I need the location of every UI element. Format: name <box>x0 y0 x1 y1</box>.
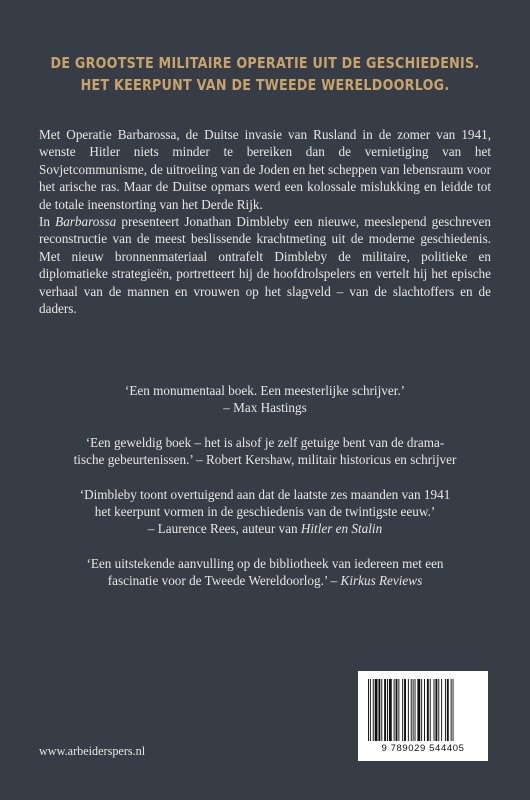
barcode-bar <box>381 679 382 741</box>
quote-line: ‘Dimbleby toont overtuigend aan dat de laatste zes maanden van 1941 <box>79 486 451 502</box>
isbn-number: 9 789029 544405 <box>381 743 465 754</box>
barcode-bar <box>413 679 414 741</box>
blurb-paragraph-2-prefix: In <box>39 214 56 230</box>
barcode-bar <box>417 679 420 741</box>
barcode-bar <box>384 679 386 741</box>
barcode-bar <box>453 679 454 741</box>
barcode-bar <box>435 679 437 741</box>
barcode-bar <box>368 679 369 741</box>
barcode-bar <box>396 679 398 741</box>
barcode-bar <box>441 679 442 741</box>
barcode-bar <box>408 679 409 741</box>
barcode-bar <box>387 679 388 741</box>
headline-line-1: DE GROOTSTE MILITAIRE OPERATIE UIT DE GESCHIEDENIS. <box>50 54 480 72</box>
barcode-bar <box>373 679 374 741</box>
barcode-bar <box>434 679 435 741</box>
quote-attribution-prefix: – Laurence Rees, auteur van <box>147 521 301 537</box>
review-quotes <box>39 382 491 607</box>
barcode-bar <box>421 679 422 741</box>
barcode-bar <box>445 679 446 741</box>
quote-line: het keerpunt vormen in de geschiedenis van de twintigste eeuw.’ <box>94 504 436 520</box>
barcode-bar <box>394 679 395 741</box>
quote-attribution: – Max Hastings <box>223 400 307 416</box>
barcode-bar <box>438 679 439 741</box>
barcode-bar <box>451 679 452 741</box>
barcode-bar <box>424 679 425 741</box>
barcode-icon <box>368 679 478 741</box>
quote-attribution-title: Hitler en Stalin <box>300 521 383 537</box>
barcode-bar <box>389 679 392 741</box>
quote-line: ‘Een monumentaal boek. Een meesterlijke schrijver.’ <box>124 383 406 398</box>
review-quote-4 <box>39 555 491 590</box>
barcode-bar <box>402 679 403 741</box>
review-quote-1 <box>39 382 491 417</box>
review-quote-2 <box>39 434 491 469</box>
blurb-paragraph-1: Met Operatie Barbarossa, de Duitse invasie van Rusland in de zomer van 1941, wenste Hitler niets minder te bereiken dan de vernietiging van het Sovjetcommunisme, de uitroeiing van de Joden en het scheppen van lebensraum voor het arische ras. Maar de Duitse opmars werd een kolossale mislukking en leidde tot de totale ineenstorting van het Derde Rijk. <box>39 127 491 212</box>
barcode-bar <box>378 679 380 741</box>
barcode-bar <box>398 679 399 741</box>
barcode-bar <box>404 679 406 741</box>
barcode-bar <box>430 679 431 741</box>
barcode-bar <box>370 679 371 741</box>
blurb-paragraph-2-rest: presenteert Jonathan Dimbleby een nieuwe, meeslepend geschreven reconstructie van de meest beslissende krachtmeting uit de moderne geschiedenis. Met nieuw bronnenmateriaal ontrafelt Dimbleby de militaire, politieke en diplomatieke strategieën, portretteert hij de hoofdrolspelers en vertelt hij het epische verhaal van de mannen en vrouwen op het slagveld – van de slachtoffers en de daders. <box>39 214 491 317</box>
review-quote-3 <box>39 486 491 538</box>
quote-source-title: Kirkus Reviews <box>340 573 423 589</box>
isbn-barcode <box>358 671 488 761</box>
blurb-paragraph-2 <box>39 213 491 317</box>
blurb <box>39 126 491 317</box>
headline <box>48 52 483 96</box>
headline-line-2: HET KEERPUNT VAN DE TWEEDE WERELDOORLOG. <box>80 76 450 94</box>
quote-line-prefix: fascinatie voor de Tweede Wereldoorlog.’ – <box>107 573 341 589</box>
barcode-bar <box>411 679 412 741</box>
barcode-bar <box>447 679 449 741</box>
quote-line: ‘Een geweldig boek – het is alsof je zelf getuige bent van de drama- <box>85 434 445 450</box>
quote-line: tische gebeurtenissen.’ – Robert Kershaw, militair historicus en schrijver <box>73 452 457 468</box>
publisher-website: www.arbeiderspers.nl <box>39 744 146 758</box>
quote-line <box>39 572 491 589</box>
quote-attribution <box>39 520 491 537</box>
book-title: Barbarossa <box>55 214 117 230</box>
quote-line: ‘Een uitstekende aanvulling op de bibliotheek van iedereen met een <box>86 555 444 571</box>
barcode-bar <box>415 679 416 741</box>
barcode-bar <box>375 679 378 741</box>
barcode-bar <box>427 679 429 741</box>
